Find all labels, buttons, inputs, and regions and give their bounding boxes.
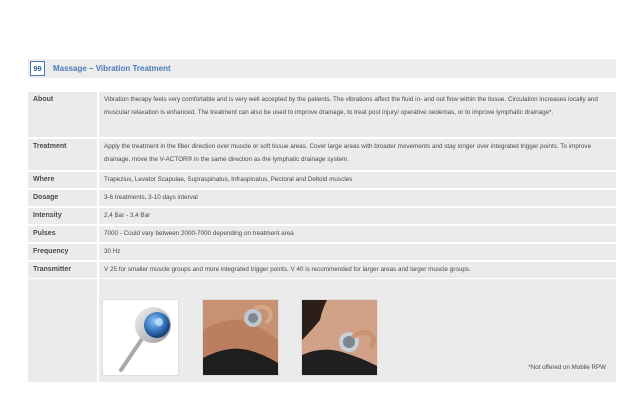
row-value-intensity: 2,4 Bar - 3,4 Bar bbox=[99, 208, 616, 224]
row-label-about: About bbox=[28, 92, 97, 137]
row-value-about: Vibration therapy feels very comfortable and is very well accepted by the patients. The vibrations affect the fluid in- and out flow within the tissue. Circulation increases locally and muscular relaxation is enhanced. The treatment can also be used to improve drainage, to treat post injury/ operative oedemas, or to improve lymphatic drainage*. bbox=[99, 92, 616, 137]
row-label-pulses: Pulses bbox=[28, 226, 97, 242]
row-value-where: Trapezius, Levator Scapulae, Supraspinatus, Infraspinatus, Pectoral and Deltoid muscles bbox=[99, 172, 616, 188]
treatment-photo-neck bbox=[301, 299, 378, 376]
row-value-dosage: 3-6 treatments, 3-10 days interval bbox=[99, 190, 616, 206]
section-title: Massage – Vibration Treatment bbox=[53, 64, 171, 73]
row-label-transmitter: Transmitter bbox=[28, 262, 97, 278]
row-value-pulses: 7000 - Could vary between 2000-7000 depending on treatment area bbox=[99, 226, 616, 242]
neck-treatment-image bbox=[302, 300, 377, 375]
back-treatment-image bbox=[203, 300, 278, 375]
image-row bbox=[28, 279, 616, 382]
image-row-content bbox=[99, 279, 616, 382]
footnote: *Not offered on Mobile RPW bbox=[528, 364, 606, 371]
product-image-vactor bbox=[102, 299, 179, 376]
row-label-where: Where bbox=[28, 172, 97, 188]
treatment-table bbox=[28, 92, 616, 278]
row-label-dosage: Dosage bbox=[28, 190, 97, 206]
row-value-frequency: 30 Hz bbox=[99, 244, 616, 260]
section-number: 99 bbox=[30, 61, 45, 76]
section-header bbox=[28, 59, 616, 78]
row-label-frequency: Frequency bbox=[28, 244, 97, 260]
row-value-treatment: Apply the treatment in the fiber direction over muscle or soft tissue areas. Cover large areas with broader movements and stay longer over integrated trigger points. To improve drainage, move the V-ACTOR® in the same direction as the lymphatic drainage system. bbox=[99, 139, 616, 170]
row-value-transmitter: V 25 for smaller muscle groups and more integrated trigger points. V 40 is recommended for larger areas and larger muscle groups. bbox=[99, 262, 616, 278]
treatment-photo-back bbox=[202, 299, 279, 376]
vactor-device-image bbox=[103, 300, 178, 375]
row-label-intensity: Intensity bbox=[28, 208, 97, 224]
image-row-label-cell bbox=[28, 279, 97, 382]
row-label-treatment: Treatment bbox=[28, 139, 97, 170]
